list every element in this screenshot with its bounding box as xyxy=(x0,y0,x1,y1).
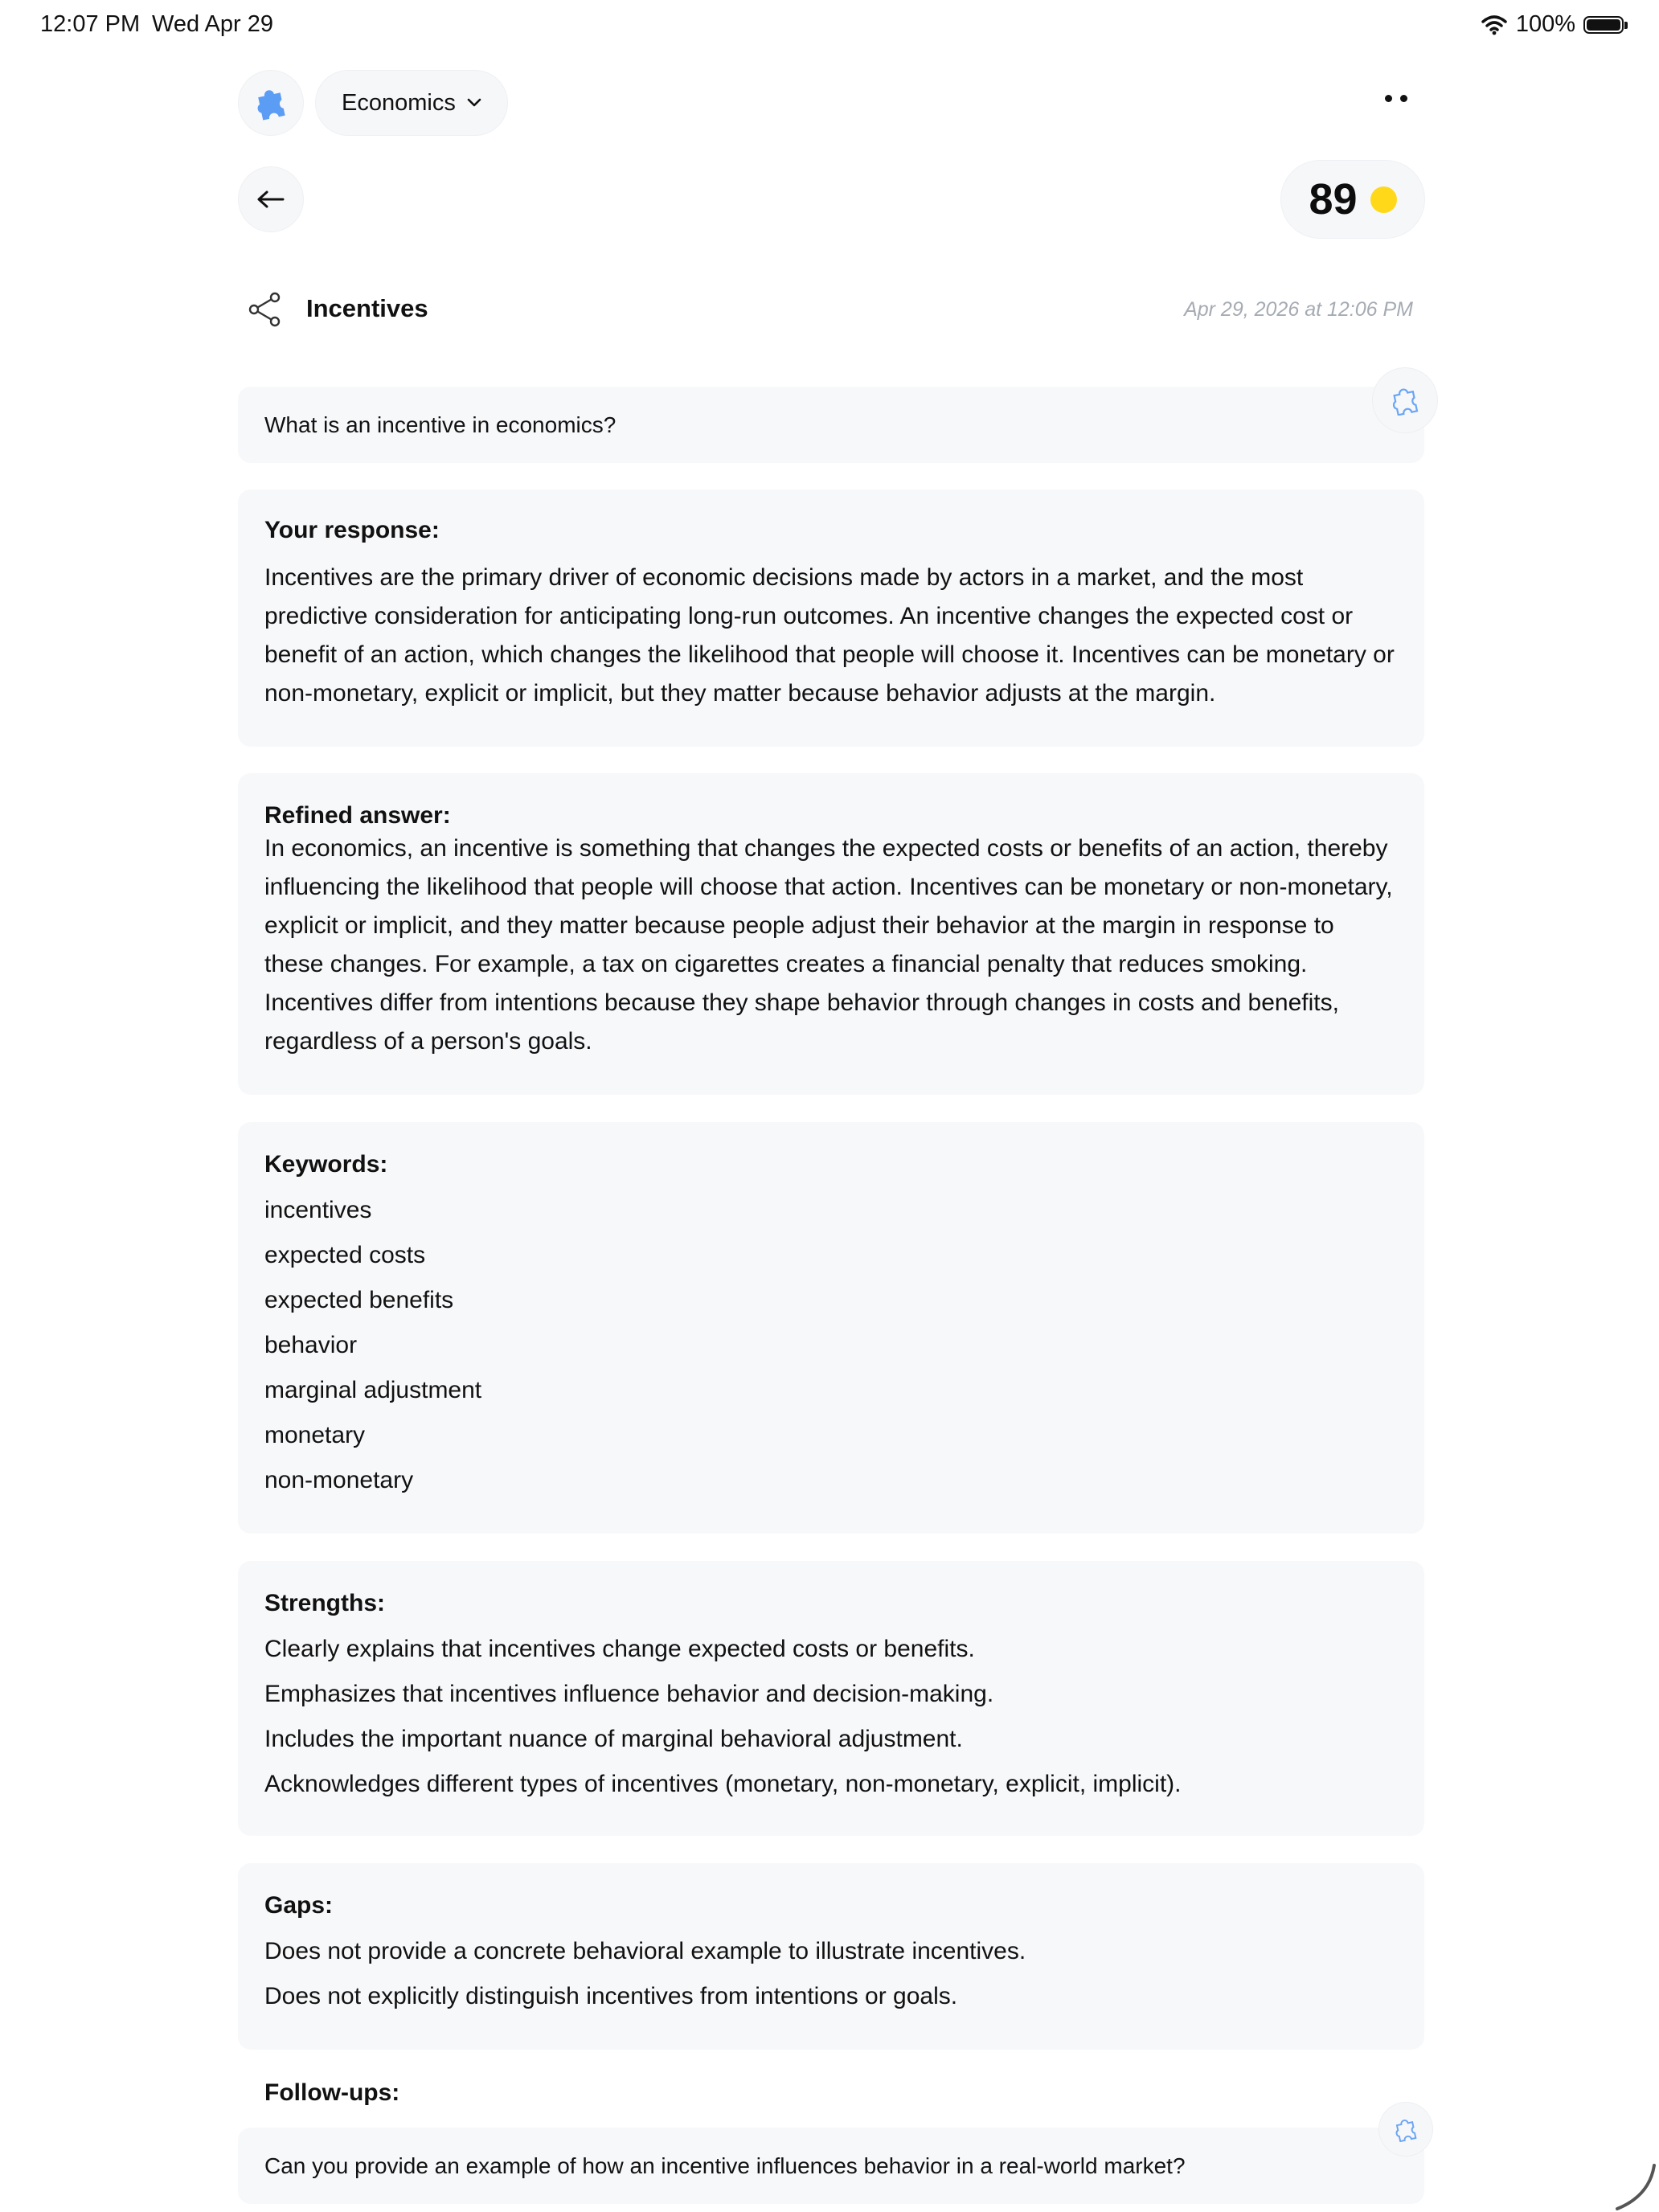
gap-item: Does not explicitly distinguish incentives from intentions or goals. xyxy=(264,1983,958,2009)
back-button[interactable] xyxy=(239,167,303,231)
status-time: 12:07 PM xyxy=(40,11,141,37)
back-arrow-icon xyxy=(256,190,285,209)
strength-item: Clearly explains that incentives change expected costs or benefits. xyxy=(264,1636,975,1662)
keyword-item: incentives xyxy=(264,1197,372,1223)
keyword-item: expected costs xyxy=(264,1242,426,1268)
keywords-label: Keywords: xyxy=(264,1151,388,1178)
more-icon[interactable] xyxy=(1385,95,1407,102)
battery-percent: 100% xyxy=(1515,11,1575,37)
response-label: Your response: xyxy=(264,517,440,543)
keywords-list xyxy=(264,1188,1398,1503)
strength-item: Includes the important nuance of marginal behavioral adjustment. xyxy=(264,1726,963,1752)
puzzle-icon xyxy=(255,85,287,121)
status-indicators xyxy=(1481,11,1624,38)
keyword-item: marginal adjustment xyxy=(264,1377,482,1403)
followup-puzzle-button[interactable] xyxy=(1379,2103,1432,2156)
question-card xyxy=(238,387,1424,463)
gap-item: Does not provide a concrete behavioral example to illustrate incentives. xyxy=(264,1938,1026,1964)
response-text: Incentives are the primary driver of economic decisions made by actors in a market, and the most predictive consideration for anticipating long-run outcomes. An incentive changes the expected cost or benefit of an action, which changes the likelihood that people will choose it. Incentives can be monetary or non-monetary, explicit or implicit, but they matter because behavior adjusts at the margin. xyxy=(264,564,1395,707)
puzzle-icon xyxy=(1395,2116,1417,2142)
status-date: Wed Apr 29 xyxy=(152,11,274,37)
question-text: What is an incentive in economics? xyxy=(264,412,616,437)
strengths-list xyxy=(264,1627,1398,1807)
wifi-icon xyxy=(1481,14,1508,35)
score-value: 89 xyxy=(1309,175,1358,223)
entry-title: Incentives xyxy=(306,294,428,322)
keyword-item: expected benefits xyxy=(264,1287,454,1313)
score-badge xyxy=(1281,161,1424,238)
followups-label: Follow-ups: xyxy=(264,2079,400,2106)
corner-gesture-indicator xyxy=(1612,2162,1659,2212)
gaps-list xyxy=(264,1929,1398,2019)
subject-label: Economics xyxy=(342,89,456,116)
strengths-card xyxy=(238,1561,1424,1836)
strength-item: Emphasizes that incentives influence behavior and decision-making. xyxy=(264,1681,994,1707)
keyword-item: monetary xyxy=(264,1422,366,1448)
battery-icon xyxy=(1583,16,1624,34)
keywords-card xyxy=(238,1122,1424,1534)
score-indicator xyxy=(1370,186,1397,213)
keyword-item: non-monetary xyxy=(264,1467,414,1493)
question-puzzle-button[interactable] xyxy=(1373,368,1437,432)
entry-timestamp: Apr 29, 2026 at 12:06 PM xyxy=(1184,298,1413,321)
puzzle-icon xyxy=(1391,385,1419,416)
followup-question: Can you provide an example of how an incentive influences behavior in a real-world market? xyxy=(264,2153,1186,2178)
share-icon[interactable] xyxy=(246,290,285,329)
refined-text: In economics, an incentive is something that changes the expected costs or benefits of an action, thereby influencing the likelihood that people will choose that action. Incentives can be monetary or non-monetary, explicit or implicit, and they matter because people adjust their behavior at the margin in response to these changes. For example, a tax on cigarettes creates a financial penalty that reduces smoking. Incentives differ from intentions because they shape behavior through changes in costs and benefits, regardless of a person's goals. xyxy=(264,835,1393,1055)
strengths-label: Strengths: xyxy=(264,1590,385,1616)
refined-label: Refined answer: xyxy=(264,802,451,829)
response-card xyxy=(238,490,1424,747)
gaps-card xyxy=(238,1863,1424,2050)
chevron-down-icon xyxy=(467,98,481,108)
app-logo-button[interactable] xyxy=(239,71,303,135)
keyword-item: behavior xyxy=(264,1332,358,1358)
followup-card[interactable] xyxy=(238,2128,1424,2204)
strength-item: Acknowledges different types of incentives (monetary, non-monetary, explicit, implicit). xyxy=(264,1771,1182,1797)
subject-selector[interactable] xyxy=(316,71,507,135)
gaps-label: Gaps: xyxy=(264,1892,334,1919)
refined-card xyxy=(238,773,1424,1095)
